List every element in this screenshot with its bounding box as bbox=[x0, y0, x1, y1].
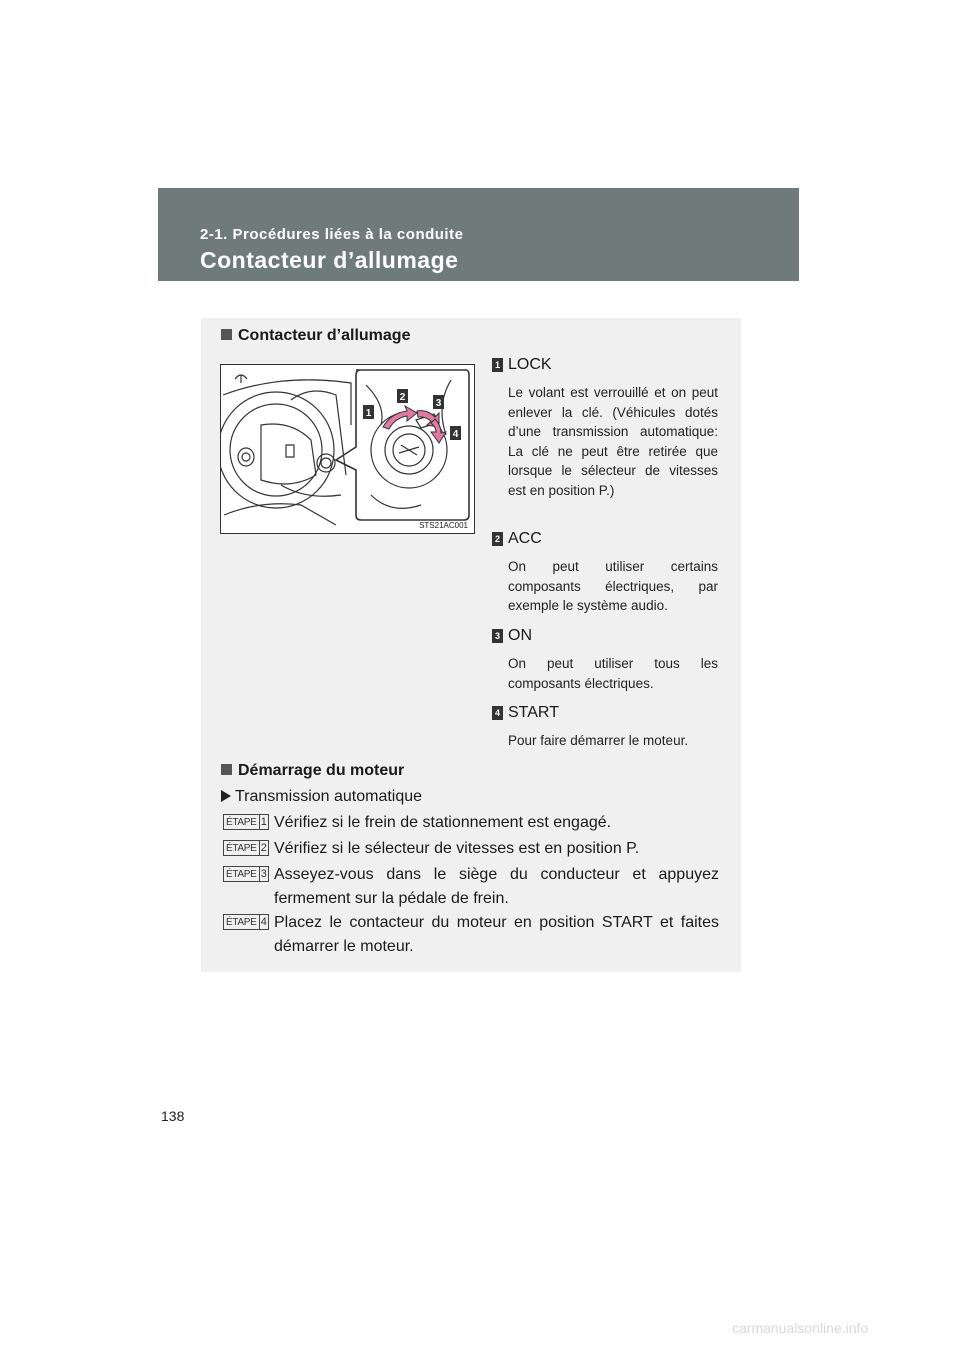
position-acc bbox=[492, 530, 718, 616]
number-badge: 1 bbox=[492, 358, 503, 372]
triangle-bullet-icon bbox=[221, 790, 231, 802]
section-header bbox=[158, 188, 799, 281]
ignition-heading bbox=[221, 327, 410, 345]
page-title: Contacteur d’allumage bbox=[200, 247, 459, 273]
starting-heading-text: Démarrage du moteur bbox=[238, 762, 405, 779]
step-label: ÉTAPE bbox=[226, 916, 257, 928]
number-badge: 4 bbox=[492, 706, 503, 720]
step-number: 1 bbox=[259, 815, 268, 829]
step-number: 4 bbox=[259, 915, 268, 929]
svg-text:3: 3 bbox=[435, 398, 442, 409]
step-label: ÉTAPE bbox=[226, 842, 257, 854]
transmission-text: Transmission automatique bbox=[235, 788, 423, 805]
steering-wheel-ignition-drawing bbox=[221, 365, 474, 533]
step-number: 2 bbox=[259, 841, 268, 855]
step-text: Placez le contacteur du moteur en position START et faites démarrer le moteur. bbox=[274, 914, 719, 955]
step-badge bbox=[223, 866, 269, 882]
section-label: 2-1. Procédures liées à la conduite bbox=[200, 226, 464, 243]
ignition-heading-text: Contacteur d’allumage bbox=[238, 327, 411, 344]
position-description: Pour faire démarrer le moteur. bbox=[508, 733, 689, 748]
step-2 bbox=[223, 837, 719, 861]
watermark: carmanualsonline.info bbox=[732, 1320, 869, 1336]
step-badge bbox=[223, 814, 269, 830]
step-text: Asseyez-vous dans le siège du conducteur et appuyez fermement sur la pédale de frein. bbox=[274, 866, 719, 907]
position-name: ON bbox=[508, 627, 532, 644]
page-number: 138 bbox=[161, 1108, 185, 1124]
svg-text:1: 1 bbox=[365, 408, 372, 419]
step-1 bbox=[223, 811, 719, 835]
position-on bbox=[492, 627, 718, 693]
position-start bbox=[492, 704, 718, 751]
step-text: Vérifiez si le sélecteur de vitesses est en position P. bbox=[274, 840, 640, 857]
position-description: On peut utiliser certains composants électriques, par exemple le système audio. bbox=[508, 559, 718, 613]
step-3 bbox=[223, 863, 719, 911]
position-name: ACC bbox=[508, 530, 542, 547]
number-badge: 3 bbox=[492, 629, 503, 643]
square-bullet-icon bbox=[221, 764, 232, 775]
step-4 bbox=[223, 911, 719, 959]
svg-text:2: 2 bbox=[399, 392, 406, 403]
number-badge: 2 bbox=[492, 532, 503, 546]
ignition-illustration bbox=[220, 364, 475, 534]
position-name: LOCK bbox=[508, 356, 552, 373]
step-badge bbox=[223, 914, 269, 930]
content-panel bbox=[201, 318, 741, 972]
position-description: Le volant est verrouillé et on peut enlever la clé. (Véhicules dotés d’une transmission automatique: La clé ne peut être retirée que lorsque le sélecteur de vitesses est en position P.) bbox=[508, 385, 718, 498]
starting-heading bbox=[221, 762, 404, 780]
step-number: 3 bbox=[259, 867, 268, 881]
step-badge bbox=[223, 840, 269, 856]
illustration-code: STS21AC001 bbox=[419, 521, 468, 530]
step-label: ÉTAPE bbox=[226, 816, 257, 828]
step-label: ÉTAPE bbox=[226, 868, 257, 880]
square-bullet-icon bbox=[221, 329, 232, 340]
position-lock bbox=[492, 356, 718, 500]
position-description: On peut utiliser tous les composants électriques. bbox=[508, 656, 718, 691]
step-text: Vérifiez si le frein de stationnement est engagé. bbox=[274, 814, 612, 831]
position-name: START bbox=[508, 704, 559, 721]
transmission-label bbox=[221, 788, 422, 806]
svg-text:4: 4 bbox=[452, 429, 459, 440]
